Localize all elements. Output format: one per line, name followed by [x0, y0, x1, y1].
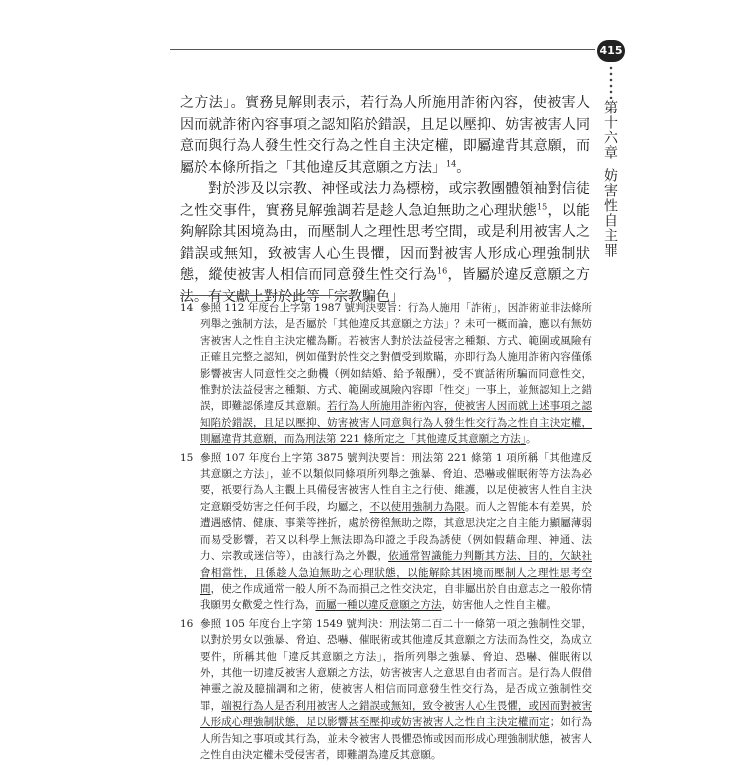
- chapter-label: 第十六章: [602, 100, 618, 160]
- paragraph-2-text-c: ，皆屬於違反意願之方法。有文獻上對於此等「宗教騙色」: [180, 267, 591, 305]
- footnote-ref-16[interactable]: 16: [437, 266, 448, 276]
- paragraph-1-end: 。: [456, 159, 471, 176]
- footnotes: [180, 300, 592, 765]
- footnote-15-text-m2: ，使之作成通常一般人所不為而損己之性交決定，自非屬出於自由意志之一般你情我願男女歡愛之性行為，: [200, 582, 593, 612]
- footnote-16: [180, 616, 592, 764]
- footnote-ref-14[interactable]: 14: [446, 158, 457, 168]
- main-text: [180, 93, 590, 308]
- footnote-15-underlined-2: 依通常智識能力判斷其方法、目的，欠缺社會相當性，且係趁人急迫無助之心理狀態，以能解除其困境而壓制人之理性思考空間: [200, 550, 592, 595]
- footnote-14-underlined: 若行為人所施用詐術內容，使被害人因而就上述事項之認知陷於錯誤，且足以壓抑、妨害被害人同意與行為人發生性交行為之性自主決定權，則屬違背其意願，而為刑法第 221 條所定之「其他違反其意願之方法」: [200, 400, 593, 446]
- paragraph-1: [180, 93, 590, 179]
- footnote-15: [180, 450, 592, 614]
- footnote-text: [200, 616, 592, 764]
- paragraph-1-text: 之方法」。實務見解則表示，若行為人所施用詐術內容，使被害人因而就詐術內容事項之認知陷於錯誤，且足以壓抑、妨害被害人同意而與行為人發生性交行為之性自主決定權，即屬違背其意願，而屬於本條所指之「其他違反其意願之方法」: [180, 95, 590, 176]
- dotted-leader: [609, 65, 613, 99]
- footnote-rule: [180, 295, 350, 296]
- footnote-text: [200, 450, 592, 614]
- page-number-badge: 415: [597, 40, 625, 62]
- footnote-number: 14: [180, 302, 194, 314]
- paragraph-2: [180, 179, 590, 308]
- footnote-16-underlined: 端視行為人是否利用被害人之錯誤或無知，致令被害人心生畏懼，或因而對被害人形成心理強制狀態，足以影響甚至壓抑或妨害被害人之性自主決定權而定: [200, 699, 593, 729]
- footnote-number: 15: [180, 451, 194, 464]
- footnote-14-text-a: 參照 112 年度台上字第 1987 號判決要旨：行為人施用「詐術」，因詐術並非法條所列舉之強制方法，是否屬於「其他違反其意願之方法」？未可一概而論，應以有無妨害被害人之性自主決定權為斷。若被害人對於法益侵害之種類、方式、範圍或風險有正確且完整之認知，例如僅對於性交之對價受到欺瞞，亦即行為人施用詐術內容僅係影響被害人同意性交之動機（例如結婚、給予報酬），受不實話術所騙而同意性交，惟對於法益侵害之種類、方式、範圍或風險內容即「性交」一事上，並無認知上之錯誤，即難認係違反其意願。: [200, 302, 592, 413]
- footnote-14: [180, 300, 592, 448]
- footnote-text: [200, 300, 592, 448]
- footnote-number: 16: [180, 617, 194, 630]
- footnote-16-text-a: 參照 105 年度台上字第 1549 號判決：刑法第二百二十一條第一項之強制性交罪，以對於男女以強暴、脅迫、恐嚇、催眠術或其他違反其意願之方法而為性交，為成立要件，所稱其他「違反其意願之方法」，指所列舉之強暴、脅迫、恐嚇、催眠術以外，其他一切違反被害人意願之方法，妨害被害人之意思自由者而言。是行為人假借神靈之說及臆揣調和之術，使被害人相信而同意發生性交行為，是否成立強制性交罪，: [200, 617, 592, 712]
- footnote-15-text-a: 參照 107 年度台上字第 3875 號判決要旨：刑法第 221 條第 1 項所稱「其他違反其意願之方法」，並不以類似同條項所列舉之強暴、脅迫、恐嚇或催眠術等方法為必要，祇要行為人主觀上具備侵害被害人性自主之行使、維護，以足使被害人性自主決定意願受妨害之任何手段，均屬之，: [200, 451, 592, 513]
- footnote-15-text-b: ，妨害他人之性自主權。: [441, 599, 557, 612]
- footnote-15-underlined-3: 而屬一種以違反意願之方法: [315, 599, 442, 612]
- footnote-15-text-m1: 。而人之智能本有差異，於遭遇感情、健康、事業等挫折，處於徬徨無助之際，其意思決定之自主能力顯屬薄弱而易受影響，若又以科學上無法即為印證之手段為誘使（例如假藉命理、神通、法力、宗教或迷信等），由該行為之外觀，: [200, 500, 593, 563]
- header-rule: [170, 49, 595, 50]
- chapter-side-label: [599, 100, 621, 258]
- footnote-ref-15[interactable]: 15: [536, 201, 548, 211]
- footnote-16-text-b: ；如行為人所告知之事項或其行為，並未令被害人畏懼恐怖或因而形成心理強制狀態，被害人之性自由決定權未受侵害者，即難謂為違反其意願。: [200, 716, 593, 761]
- paragraph-2-text-b: ，以能夠解除其困境為由，而壓制人之理性思考空間，或是利用被害人之錯誤或無知，致被害人心生畏懼，因而對被害人形成心理強制狀態，縱使被害人相信而同意發生性交行為: [180, 202, 591, 283]
- footnote-15-underlined-1: 不以使用強制力為限: [369, 500, 465, 513]
- chapter-title: 妨害性自主罪: [602, 168, 618, 258]
- paragraph-2-text-a: 對於涉及以宗教、神怪或法力為標榜，或宗教團體領袖對信徒之性交事件，實務見解強調若是趁人急迫無助之心理狀態: [180, 181, 590, 219]
- footnote-14-text-b: 。: [525, 433, 537, 446]
